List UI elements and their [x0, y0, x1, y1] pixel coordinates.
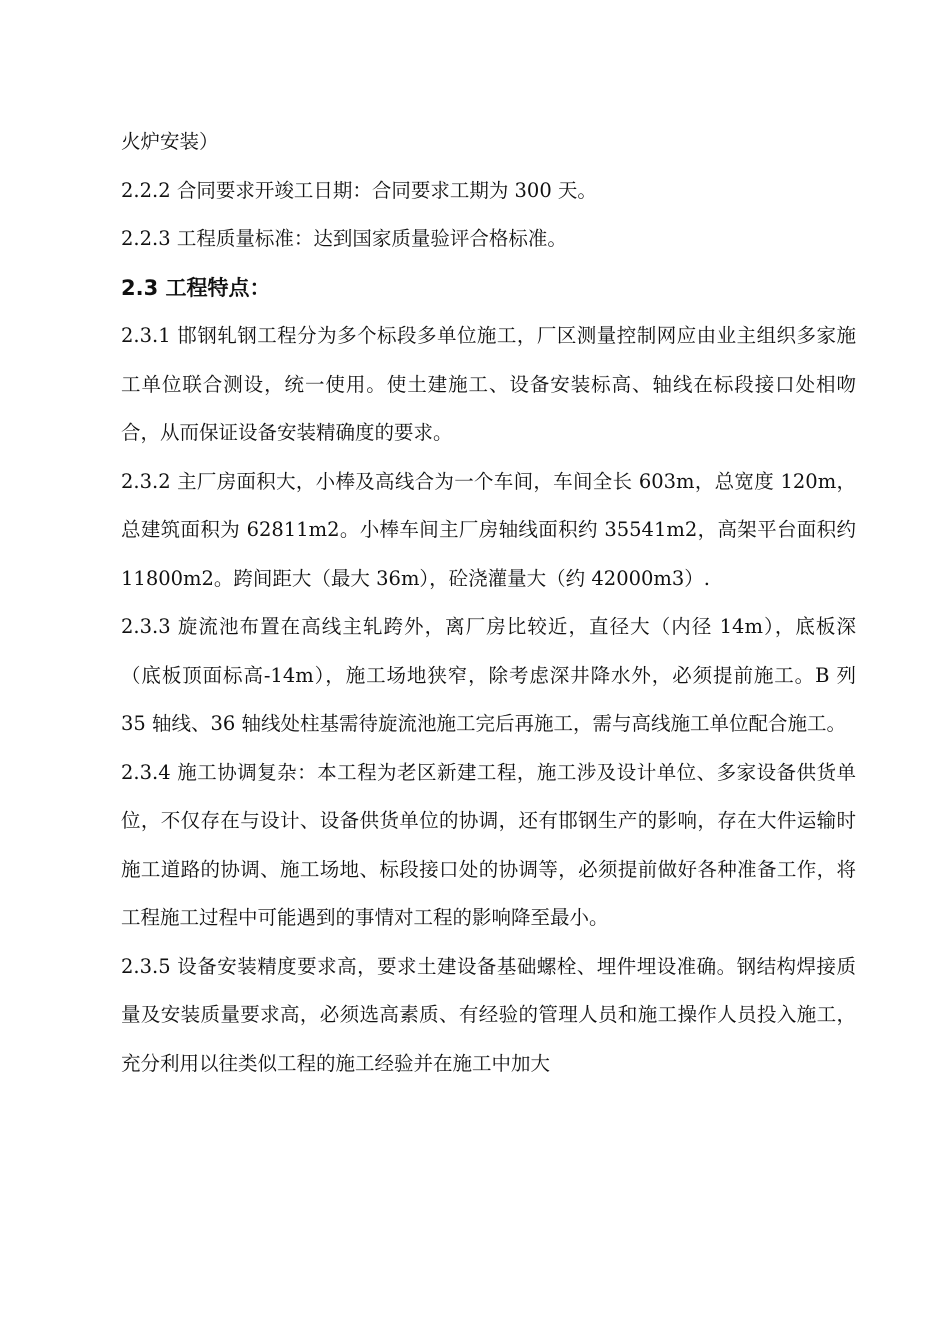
- paragraph-continuation: 火炉安装）: [121, 130, 219, 153]
- paragraph-2-3-5: 2.3.5 设备安装精度要求高，要求土建设备基础螺栓、埋件埋设准确。钢结构焊接质量及安装质量要求高，必须选高素质、有经验的管理人员和施工操作人员投入施工，充分利用以往类似工程的施工经验并在施工中加大: [121, 954, 856, 1075]
- paragraph-2-3-3: 2.3.3 旋流池布置在高线主轧跨外，离厂房比较近，直径大（内径 14m），底板深（底板顶面标高-14m），施工场地狭窄，除考虑深井降水外，必须提前施工。B 列 35 轴线、36 轴线处柱基需待旋流池施工完后再施工，需与高线施工单位配合施工。: [121, 615, 856, 735]
- paragraph-2-2-3: 2.2.3 工程质量标准：达到国家质量验评合格标准。: [121, 227, 567, 250]
- document-body: [121, 118, 856, 1088]
- paragraph-2-3-1: 2.3.1 邯钢轧钢工程分为多个标段多单位施工，厂区测量控制网应由业主组织多家施工单位联合测设，统一使用。使土建施工、设备安装标高、轴线在标段接口处相吻合，从而保证设备安装精确度的要求。: [121, 324, 856, 444]
- paragraph-2-3-4: 2.3.4 施工协调复杂：本工程为老区新建工程，施工涉及设计单位、多家设备供货单位，不仅存在与设计、设备供货单位的协调，还有邯钢生产的影响，存在大件运输时施工道路的协调、施工场地、标段接口处的协调等，必须提前做好各种准备工作，将工程施工过程中可能遇到的事情对工程的影响降至最小。: [121, 760, 856, 929]
- paragraph-2-2-2: 2.2.2 合同要求开竣工日期：合同要求工期为 300 天。: [121, 178, 597, 202]
- paragraph-2-3-2: 2.3.2 主厂房面积大，小棒及高线合为一个车间，车间全长 603m，总宽度 120m，总建筑面积为 62811m2。小棒车间主厂房轴线面积约 35541m2，高架平台面积约 11800m2。跨间距大（最大 36m），砼浇灌量大（约 42000m3）.: [121, 469, 856, 590]
- section-heading-2-3: 2.3 工程特点：: [121, 275, 271, 300]
